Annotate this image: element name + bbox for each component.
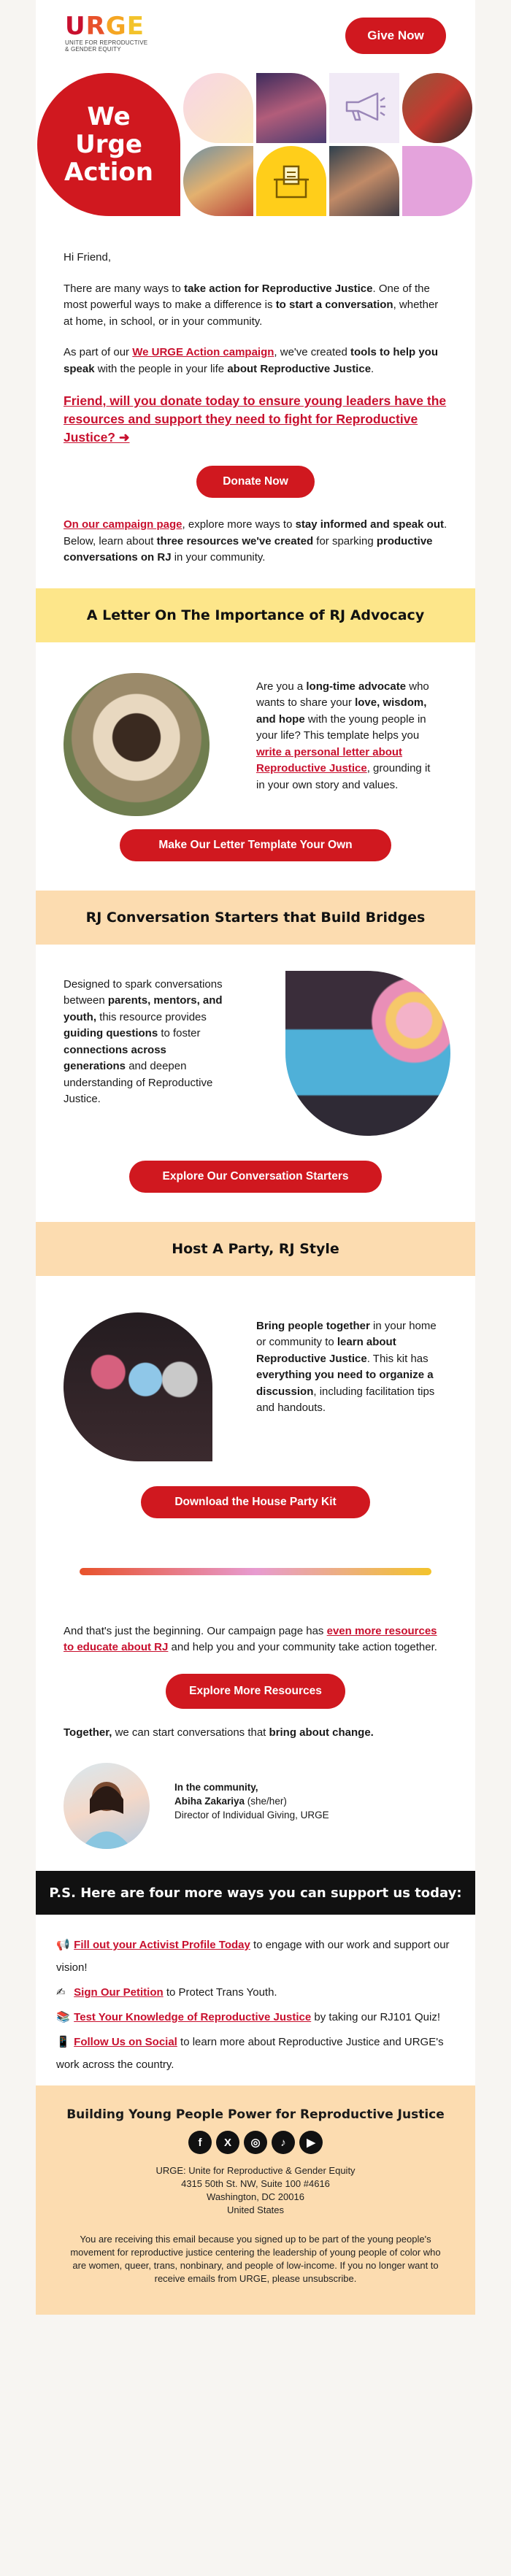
letter-button-wrap — [36, 829, 475, 861]
party-photo — [64, 1312, 212, 1461]
text-span: in your community. — [171, 551, 266, 564]
more-resources-link[interactable]: even more resources to educate about RJ — [64, 1624, 437, 1653]
address-line-3: Washington, DC 20016 — [207, 2191, 304, 2202]
text-bold: stay informed and speak out — [295, 518, 444, 531]
greeting: Hi Friend, — [64, 251, 112, 264]
text-span: Are you a — [256, 680, 307, 693]
text-bold: long-time advocate — [306, 680, 407, 693]
unsubscribe-notice: You are receiving this email because you signed up to be part of the young people's movement for reproductive justice centering the leadership of young people of color who are women, queer, trans, nonbinary, and people of low-income. If you no longer want to receive emails from URGE, please unsubscribe. — [70, 2234, 441, 2284]
party-feature — [36, 1276, 475, 1473]
text-span: this resource provides — [96, 1010, 207, 1023]
hero-title-line-2: Urge — [75, 130, 142, 159]
text-bold: connections across generations — [64, 1043, 166, 1072]
letter-template-button[interactable]: Make Our Letter Template Your Own — [120, 829, 391, 861]
explore-more-resources-button[interactable]: Explore More Resources — [166, 1674, 345, 1709]
campaign-page-link[interactable]: On our campaign page — [64, 518, 182, 531]
conversation-starters-button[interactable]: Explore Our Conversation Starters — [129, 1161, 382, 1193]
email-container — [36, 0, 475, 2315]
hero-title — [37, 73, 180, 216]
ps-list — [36, 1915, 475, 2085]
text-span: to foster — [158, 1027, 201, 1039]
text-bold: productive conversations on RJ — [64, 534, 433, 564]
letter-heading-band — [36, 588, 475, 642]
youtube-icon[interactable]: ▶ — [299, 2131, 323, 2154]
logo-subtitle-1: UNITE FOR REPRODUCTIVE — [65, 39, 148, 46]
social-links — [65, 2131, 446, 2154]
text-span: we can start conversations that — [112, 1726, 269, 1739]
signature-text — [174, 1780, 329, 1822]
signer-name: Abiha Zakariya — [174, 1796, 245, 1807]
text-bold: love, wisdom, and hope — [256, 696, 427, 726]
starters-heading: RJ Conversation Starters that Build Bridges — [85, 909, 426, 926]
text-span: by taking our RJ101 Quiz! — [311, 2011, 440, 2023]
activist-profile-link[interactable]: Fill out your Activist Profile Today — [74, 1939, 250, 1951]
letter-photo — [64, 673, 210, 816]
text-span: in your home or community to — [256, 1319, 437, 1348]
address-line-1: URGE: Unite for Reproductive & Gender Equity — [155, 2165, 356, 2176]
ps-item-quiz — [56, 2006, 455, 2029]
avatar — [64, 1763, 150, 1849]
starters-heading-band — [36, 891, 475, 945]
text-span: and help you and your community take action together. — [168, 1641, 437, 1653]
instagram-icon[interactable]: ◎ — [244, 2131, 267, 2154]
closing-paragraph — [64, 1623, 447, 1656]
text-span: for sparking — [313, 534, 377, 547]
text-span: with the people in your life — [94, 362, 228, 375]
writing-hand-icon: ✍ — [56, 1985, 66, 1999]
text-span: . One of the most powerful ways to make a difference is — [64, 282, 430, 311]
donate-appeal — [64, 392, 447, 447]
text-span: . Below, learn about — [64, 518, 447, 547]
address-line-4: United States — [226, 2204, 285, 2215]
ps-item-social — [56, 2031, 455, 2076]
text-span: There are many ways to — [64, 282, 185, 295]
text-span: , including facilitation tips and handouts. — [256, 1385, 435, 1414]
person-icon — [64, 1763, 150, 1849]
logo-subtitle-2: & GENDER EQUITY — [65, 46, 121, 53]
intro-paragraph-2 — [64, 345, 447, 377]
campaign-link[interactable]: We URGE Action campaign — [132, 346, 274, 358]
hero-photo-portrait — [329, 146, 399, 216]
hero-photo-rally — [402, 73, 472, 143]
starters-description — [64, 977, 228, 1108]
signature-block — [36, 1763, 475, 1871]
text-bold: three resources we've created — [156, 534, 314, 547]
hero-tile-pink — [402, 146, 472, 216]
footer-title: Building Young People Power for Reproductive Justice — [66, 2107, 445, 2122]
logo-wordmark: URGE — [65, 12, 145, 41]
mailing-address — [65, 2164, 446, 2217]
urge-logo[interactable] — [65, 13, 160, 53]
text-bold: guiding questions — [64, 1027, 158, 1039]
party-heading: Host A Party, RJ Style — [172, 1240, 339, 1257]
text-span: to engage with our work and support our vision! — [56, 1939, 450, 1974]
together-line — [64, 1725, 447, 1742]
intro-paragraph-1 — [64, 281, 447, 331]
letter-heading: A Letter On The Importance of RJ Advocacy — [86, 607, 425, 623]
email-header — [36, 0, 475, 73]
house-party-kit-button[interactable]: Download the House Party Kit — [141, 1486, 370, 1518]
text-span: . — [371, 362, 374, 375]
party-button-wrap — [36, 1486, 475, 1518]
text-span: , whether at home, in school, or in your community. — [64, 299, 439, 328]
text-bold: parents, mentors, and youth, — [64, 994, 223, 1023]
ballot-box-icon — [271, 161, 312, 201]
text-bold: take action for Reproductive Justice — [184, 282, 373, 295]
donate-now-button[interactable]: Donate Now — [196, 466, 315, 498]
party-heading-band — [36, 1222, 475, 1276]
signoff-line: In the community, — [174, 1782, 258, 1793]
megaphone-icon — [342, 91, 386, 123]
starters-feature — [36, 945, 475, 1161]
text-span: with the young people in your life? This template helps you — [256, 712, 426, 742]
intro-section — [36, 225, 475, 566]
text-span: As part of our — [64, 346, 133, 358]
ps-item-petition — [56, 1981, 455, 2004]
books-icon: 📚 — [56, 2010, 70, 2023]
letter-feature — [36, 642, 475, 829]
starters-photo — [285, 971, 450, 1136]
text-bold: bring about change. — [269, 1726, 374, 1739]
email-footer — [36, 2085, 475, 2315]
text-span: . This kit has — [366, 1352, 429, 1365]
hero-tile-pastel — [183, 73, 253, 143]
text-span: And that's just the beginning. Our campaign page has — [64, 1624, 327, 1637]
hero-photo-youth — [183, 146, 253, 216]
gradient-divider — [80, 1568, 431, 1575]
text-span: , explore more ways to — [182, 518, 296, 531]
text-bold: about Reproductive Justice — [227, 362, 372, 375]
text-span: , grounding it in your own story and values. — [256, 762, 431, 791]
mobile-phone-icon: 📱 — [56, 2035, 70, 2048]
letter-template-link[interactable]: write a personal letter about Reproductive Justice — [256, 745, 403, 774]
hero-banner — [36, 73, 475, 219]
facebook-icon[interactable]: f — [188, 2131, 212, 2154]
signer-pronouns: (she/her) — [245, 1796, 287, 1807]
signer-name-line — [174, 1794, 329, 1808]
text-bold: Bring people together — [256, 1319, 370, 1332]
hero-title-line-3: Action — [64, 158, 153, 187]
x-twitter-icon[interactable]: X — [216, 2131, 239, 2154]
megaphone-icon: 📢 — [56, 1938, 70, 1951]
text-span: Designed to spark conversations between — [64, 977, 223, 1007]
letter-description — [256, 679, 442, 794]
give-now-button[interactable]: Give Now — [345, 18, 446, 54]
closing-section — [36, 1575, 475, 1742]
ps-heading-band — [36, 1871, 475, 1915]
tiktok-icon[interactable]: ♪ — [272, 2131, 295, 2154]
text-span: , we've created — [274, 346, 351, 358]
starters-button-wrap — [36, 1161, 475, 1193]
text-bold: to start a conversation — [275, 299, 393, 311]
text-span: to Protect Trans Youth. — [163, 1986, 277, 1999]
text-bold: everything you need to organize a discussion — [256, 1369, 434, 1398]
party-description — [256, 1318, 442, 1417]
more-resources-button-wrap — [64, 1674, 447, 1709]
donate-appeal-link[interactable]: Friend, will you donate today to ensure young leaders have the resources and support they need to fight for Reproductive Justice? ➜ — [64, 393, 447, 445]
text-span: and deepen understanding of Reproductive Justice. — [64, 1060, 213, 1105]
ps-item-activist-profile — [56, 1934, 455, 1979]
signer-title: Director of Individual Giving, URGE — [174, 1810, 329, 1820]
intro-paragraph-3 — [64, 517, 447, 566]
quiz-link[interactable]: Test Your Knowledge of Reproductive Justice — [74, 2011, 312, 2023]
text-bold: Together, — [64, 1726, 112, 1739]
hero-photo-speaker — [256, 73, 326, 143]
address-line-2: 4315 50th St. NW, Suite 100 #4616 — [181, 2178, 330, 2189]
text-bold: tools to help you speak — [64, 346, 439, 375]
hero-title-line-1: We — [87, 102, 131, 131]
text-span: who wants to share your — [256, 680, 429, 709]
donate-button-wrap — [64, 466, 447, 498]
text-bold: learn about Reproductive Justice — [256, 1336, 396, 1365]
petition-link[interactable]: Sign Our Petition — [74, 1986, 164, 1999]
follow-social-link[interactable]: Follow Us on Social — [74, 2036, 177, 2048]
text-span: to learn more about Reproductive Justice and URGE's work across the country. — [56, 2036, 444, 2071]
ps-heading: P.S. Here are four more ways you can support us today: — [49, 1885, 462, 1901]
